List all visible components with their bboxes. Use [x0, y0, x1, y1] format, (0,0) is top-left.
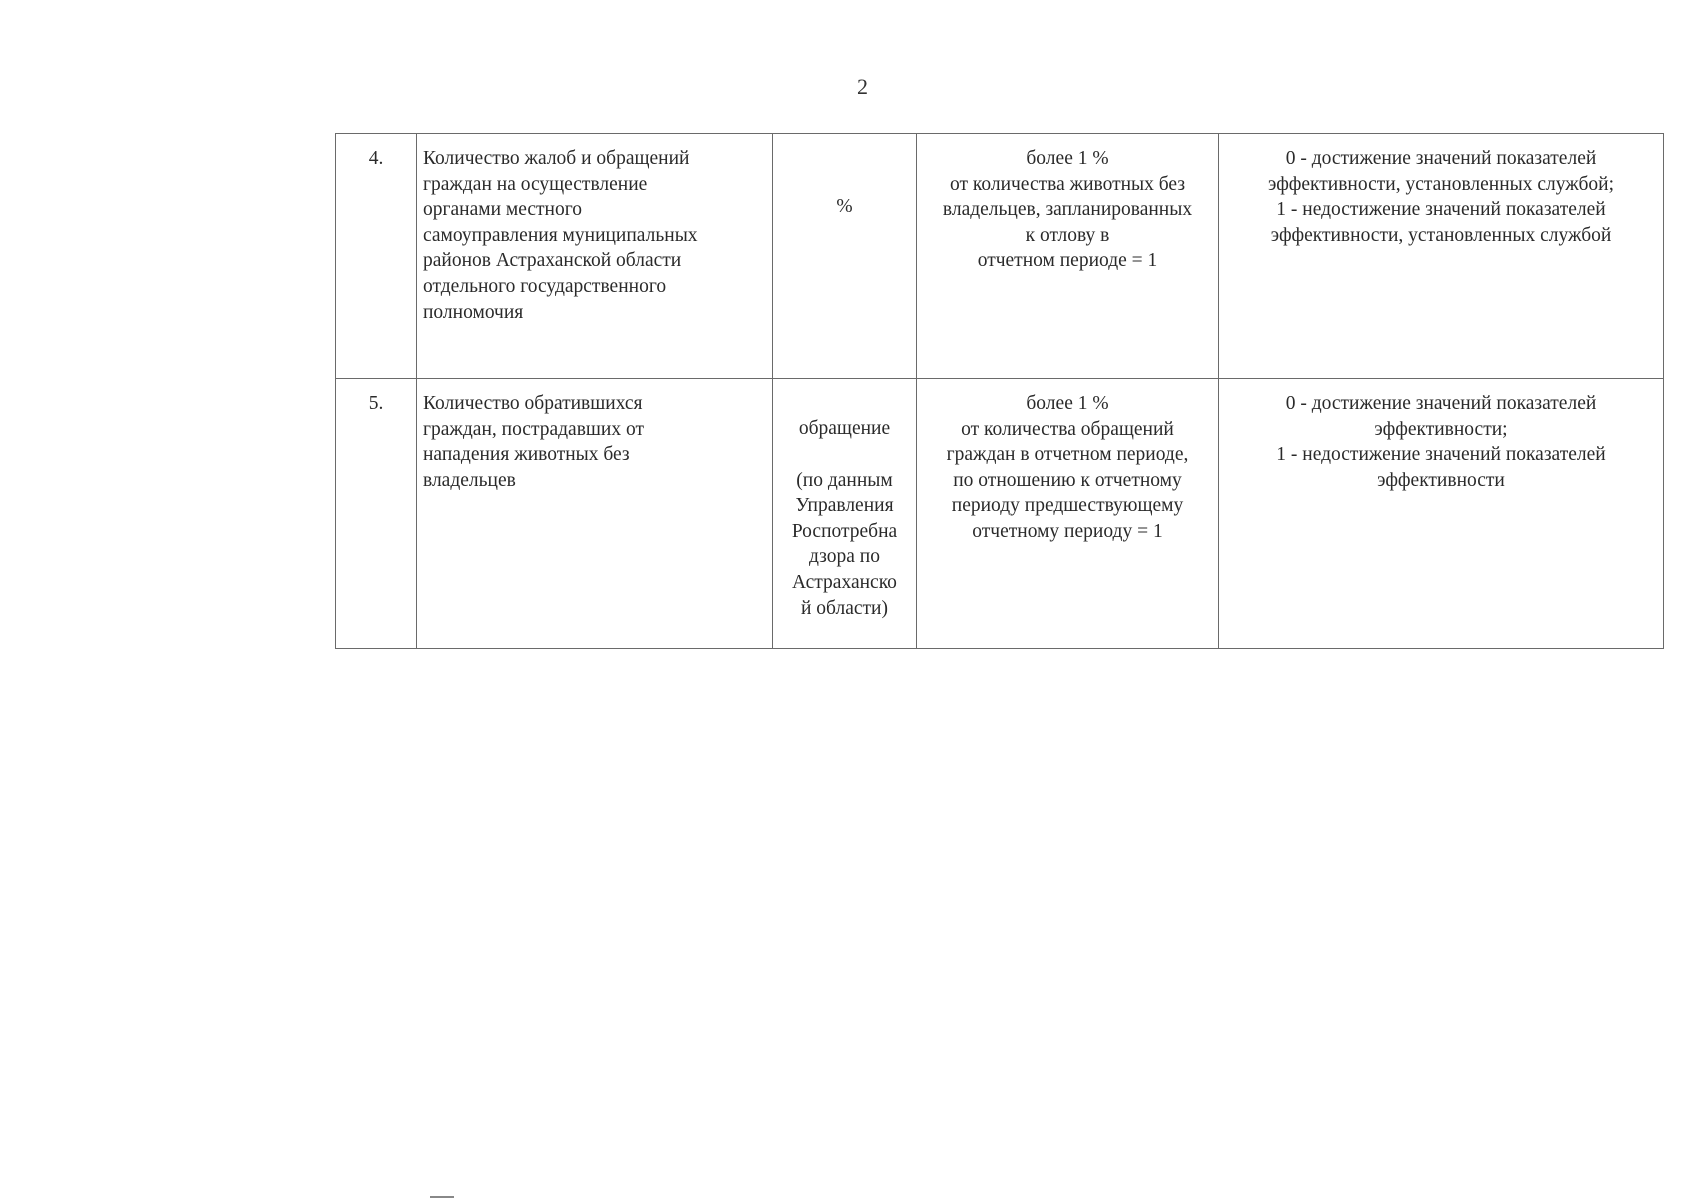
indicator-name-line: районов Астраханской области [423, 250, 682, 272]
scan-artifact-mark [430, 1196, 454, 1198]
criterion [917, 379, 1219, 649]
score-line: 0 - достижение значений показателей [1285, 148, 1597, 169]
score-line: эффективности, установленных службой [1270, 224, 1612, 246]
score-line: 0 - достижение значений показателей [1285, 393, 1597, 414]
row-number: 4. [336, 134, 417, 379]
score-line: 1 - недостижение значений показателей [1276, 199, 1606, 221]
indicator-name-line: граждан на осуществление [423, 173, 648, 195]
criterion-line: отчетному периоду = 1 [972, 520, 1163, 542]
unit-source-line: й области) [801, 597, 888, 619]
unit-of-measure [773, 134, 917, 379]
unit-source-line: Роспотребна [791, 520, 898, 542]
unit-source-line: Астраханско [792, 571, 897, 593]
indicator-name-line: Количество обратившихся [423, 393, 643, 414]
score-line: эффективности [1377, 469, 1505, 491]
score-line: эффективности, установленных службой; [1267, 173, 1615, 195]
criterion-line: граждан в отчетном периоде, [946, 444, 1189, 466]
indicators-table [335, 133, 1664, 649]
unit-source [779, 468, 910, 622]
criterion-line: более 1 % [1026, 148, 1109, 169]
indicator-name [417, 379, 773, 649]
indicator-name-line: самоуправления муниципальных [423, 224, 698, 246]
unit-of-measure [773, 379, 917, 649]
criterion [917, 134, 1219, 379]
unit-source-line: Управления [795, 495, 894, 517]
table-row [336, 379, 1664, 649]
criterion-line: владельцев, запланированных [942, 199, 1193, 221]
indicator-name-line: органами местного [423, 199, 582, 221]
indicator-name-line: отдельного государственного [423, 275, 667, 297]
indicator-name-line: полномочия [423, 301, 524, 323]
score-description [1219, 379, 1664, 649]
criterion-line: к отлову в [1025, 224, 1110, 246]
indicator-name-line: владельцев [423, 469, 516, 491]
unit-source-line: (по данным [796, 469, 893, 491]
score-line: 1 - недостижение значений показателей [1276, 444, 1606, 466]
criterion-line: от количества обращений [961, 418, 1174, 440]
indicator-name-line: Количество жалоб и обращений [423, 148, 690, 169]
criterion-line: периоду предшествующему [951, 495, 1184, 517]
score-description [1219, 134, 1664, 379]
criterion-line: по отношению к отчетному [953, 469, 1182, 491]
table-row [336, 134, 1664, 379]
score-line: эффективности; [1374, 418, 1508, 440]
row-number: 5. [336, 379, 417, 649]
indicator-name-line: нападения животных без [423, 444, 630, 466]
indicator-name [417, 134, 773, 379]
unit-value: обращение [798, 418, 891, 439]
criterion-line: отчетном периоде = 1 [977, 250, 1158, 272]
indicator-name-line: граждан, пострадавших от [423, 418, 645, 440]
criterion-line: от количества животных без [949, 173, 1186, 195]
unit-value: % [836, 196, 853, 217]
page-number: 2 [857, 74, 868, 99]
unit-source-line: дзора по [809, 546, 880, 568]
criterion-line: более 1 % [1026, 393, 1109, 414]
